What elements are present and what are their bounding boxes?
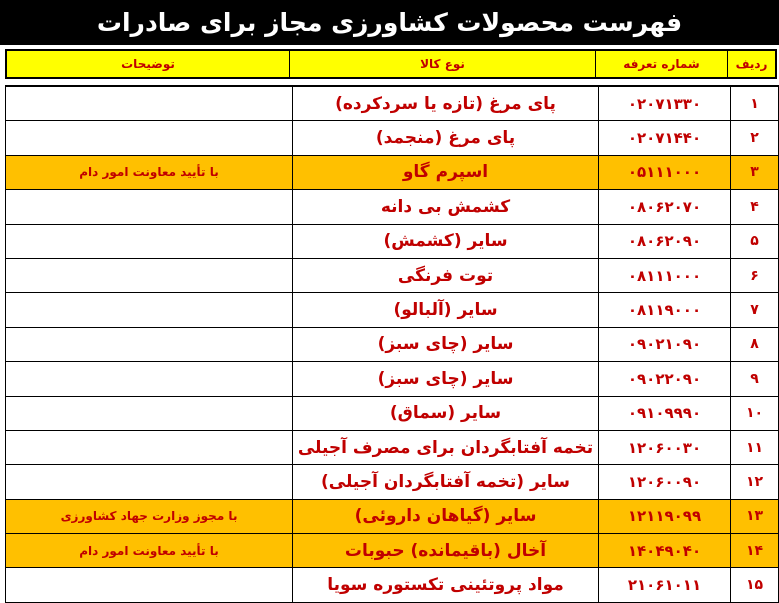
- table-row: [6, 156, 778, 190]
- product-name: مواد پروتئینی تکستوره سویا: [292, 568, 598, 601]
- table-row: [6, 87, 778, 121]
- product-name: سایر (گیاهان داروئی): [292, 500, 598, 533]
- product-name: آخال (باقیمانده) حبوبات: [292, 534, 598, 567]
- row-note: [6, 465, 292, 498]
- product-name: اسپرم گاو: [292, 156, 598, 189]
- table-row: [6, 293, 778, 327]
- row-note: [6, 225, 292, 258]
- row-note: [6, 328, 292, 361]
- tariff-code: ۰۹۰۲۲۰۹۰: [598, 362, 730, 395]
- table-row: [6, 225, 778, 259]
- row-number: ۱۱: [730, 431, 778, 464]
- tariff-code: ۰۲۰۷۱۳۳۰: [598, 87, 730, 120]
- product-name: کشمش بی دانه: [292, 190, 598, 223]
- row-note: [6, 431, 292, 464]
- tariff-code: ۱۲۰۶۰۰۹۰: [598, 465, 730, 498]
- product-name: تخمه آفتابگردان برای مصرف آجیلی: [292, 431, 598, 464]
- tariff-code: ۰۸۱۱۹۰۰۰: [598, 293, 730, 326]
- row-note: [6, 397, 292, 430]
- table-body: [5, 85, 779, 603]
- row-note: با تأیید معاونت امور دام: [79, 165, 219, 180]
- tariff-code: ۱۴۰۴۹۰۴۰: [598, 534, 730, 567]
- table-row: [6, 121, 778, 155]
- row-number: ۱: [730, 87, 778, 120]
- row-number: ۴: [730, 190, 778, 223]
- tariff-code: ۱۲۰۶۰۰۳۰: [598, 431, 730, 464]
- table-row: [6, 465, 778, 499]
- tariff-code: ۱۲۱۱۹۰۹۹: [598, 500, 730, 533]
- table-row: [6, 431, 778, 465]
- header-notes: توضیحات: [121, 57, 175, 71]
- row-note: [6, 121, 292, 154]
- row-note: [6, 362, 292, 395]
- page-title: فهرست محصولات کشاورزی مجاز برای صادرات: [0, 0, 779, 45]
- product-name: سایر (کشمش): [292, 225, 598, 258]
- row-number: ۶: [730, 259, 778, 292]
- header-tariff-code: شماره تعرفه: [595, 51, 727, 77]
- row-note: [6, 87, 292, 120]
- row-number: ۸: [730, 328, 778, 361]
- product-name: سایر (چای سبز): [292, 328, 598, 361]
- row-number: ۷: [730, 293, 778, 326]
- tariff-code: ۰۲۰۷۱۴۴۰: [598, 121, 730, 154]
- product-name: سایر (تخمه آفتابگردان آجیلی): [292, 465, 598, 498]
- tariff-code: ۰۸۰۶۲۰۹۰: [598, 225, 730, 258]
- row-number: ۵: [730, 225, 778, 258]
- tariff-code: ۰۸۱۱۱۰۰۰: [598, 259, 730, 292]
- table-row: [6, 259, 778, 293]
- tariff-code: ۰۵۱۱۱۰۰۰: [598, 156, 730, 189]
- table-row: [6, 397, 778, 431]
- table-row: [6, 362, 778, 396]
- product-name: سایر (آلبالو): [292, 293, 598, 326]
- table-row: [6, 568, 778, 602]
- product-name: توت فرنگی: [292, 259, 598, 292]
- row-number: ۳: [730, 156, 778, 189]
- tariff-code: ۰۹۱۰۹۹۹۰: [598, 397, 730, 430]
- row-note: با تأیید معاونت امور دام: [79, 543, 219, 558]
- row-note: [6, 568, 292, 601]
- tariff-code: ۰۹۰۲۱۰۹۰: [598, 328, 730, 361]
- product-name: پای مرغ (منجمد): [292, 121, 598, 154]
- header-row-number: ردیف: [727, 51, 775, 77]
- table-row: [6, 500, 778, 534]
- row-note: [6, 293, 292, 326]
- header-product-type: نوع کالا: [289, 51, 595, 77]
- tariff-code: ۲۱۰۶۱۰۱۱: [598, 568, 730, 601]
- row-number: ۱۰: [730, 397, 778, 430]
- row-number: ۱۵: [730, 568, 778, 601]
- product-name: پای مرغ (تازه یا سردکرده): [292, 87, 598, 120]
- row-number: ۹: [730, 362, 778, 395]
- table-row: [6, 534, 778, 568]
- table-header: [5, 49, 777, 79]
- row-number: ۱۳: [730, 500, 778, 533]
- row-number: ۱۲: [730, 465, 778, 498]
- product-name: سایر (چای سبز): [292, 362, 598, 395]
- table-row: [6, 328, 778, 362]
- row-note: [6, 259, 292, 292]
- row-note: با مجوز وزارت جهاد کشاورزی: [60, 509, 238, 524]
- product-name: سایر (سماق): [292, 397, 598, 430]
- row-note: [6, 190, 292, 223]
- table-row: [6, 190, 778, 224]
- tariff-code: ۰۸۰۶۲۰۷۰: [598, 190, 730, 223]
- row-number: ۲: [730, 121, 778, 154]
- row-number: ۱۴: [730, 534, 778, 567]
